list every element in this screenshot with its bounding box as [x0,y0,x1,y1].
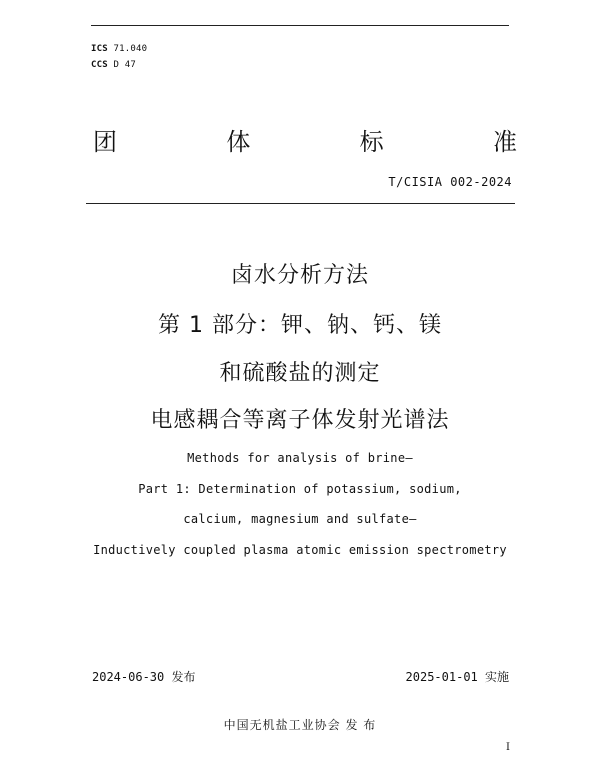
ccs-code: CCS D 47 [91,60,136,70]
title-en-line: calcium, magnesium and sulfate— [183,512,417,526]
implement-date: 2025-01-01 实施 [405,670,509,684]
publish-date: 2024-06-30 发布 [92,670,196,684]
standard-number: T/CISIA 002-2024 [388,175,512,189]
top-rule [91,25,509,26]
title-en-line: Inductively coupled plasma atomic emission spectrometry [93,543,507,557]
header-divider [86,203,515,204]
standard-type-char: 准 [492,128,517,156]
standard-type-char: 体 [226,128,251,156]
title-cn-line: 和硫酸盐的测定 [219,361,381,386]
page-number: I [506,742,510,753]
issuer: 中国无机盐工业协会 发 布 [223,718,377,732]
title-cn-line: 第 1 部分：钾、钠、钙、镁 [158,313,442,338]
title-cn-line: 卤水分析方法 [230,263,369,288]
title-en-line: Methods for analysis of brine— [187,451,413,465]
ics-code: ICS 71.040 [91,44,148,54]
title-cn-line: 电感耦合等离子体发射光谱法 [150,408,450,433]
title-en-line: Part 1: Determination of potassium, sodium, [138,482,462,496]
standard-type-heading [93,122,517,157]
standard-type-char: 标 [359,128,384,156]
standard-type-char: 团 [93,128,117,156]
